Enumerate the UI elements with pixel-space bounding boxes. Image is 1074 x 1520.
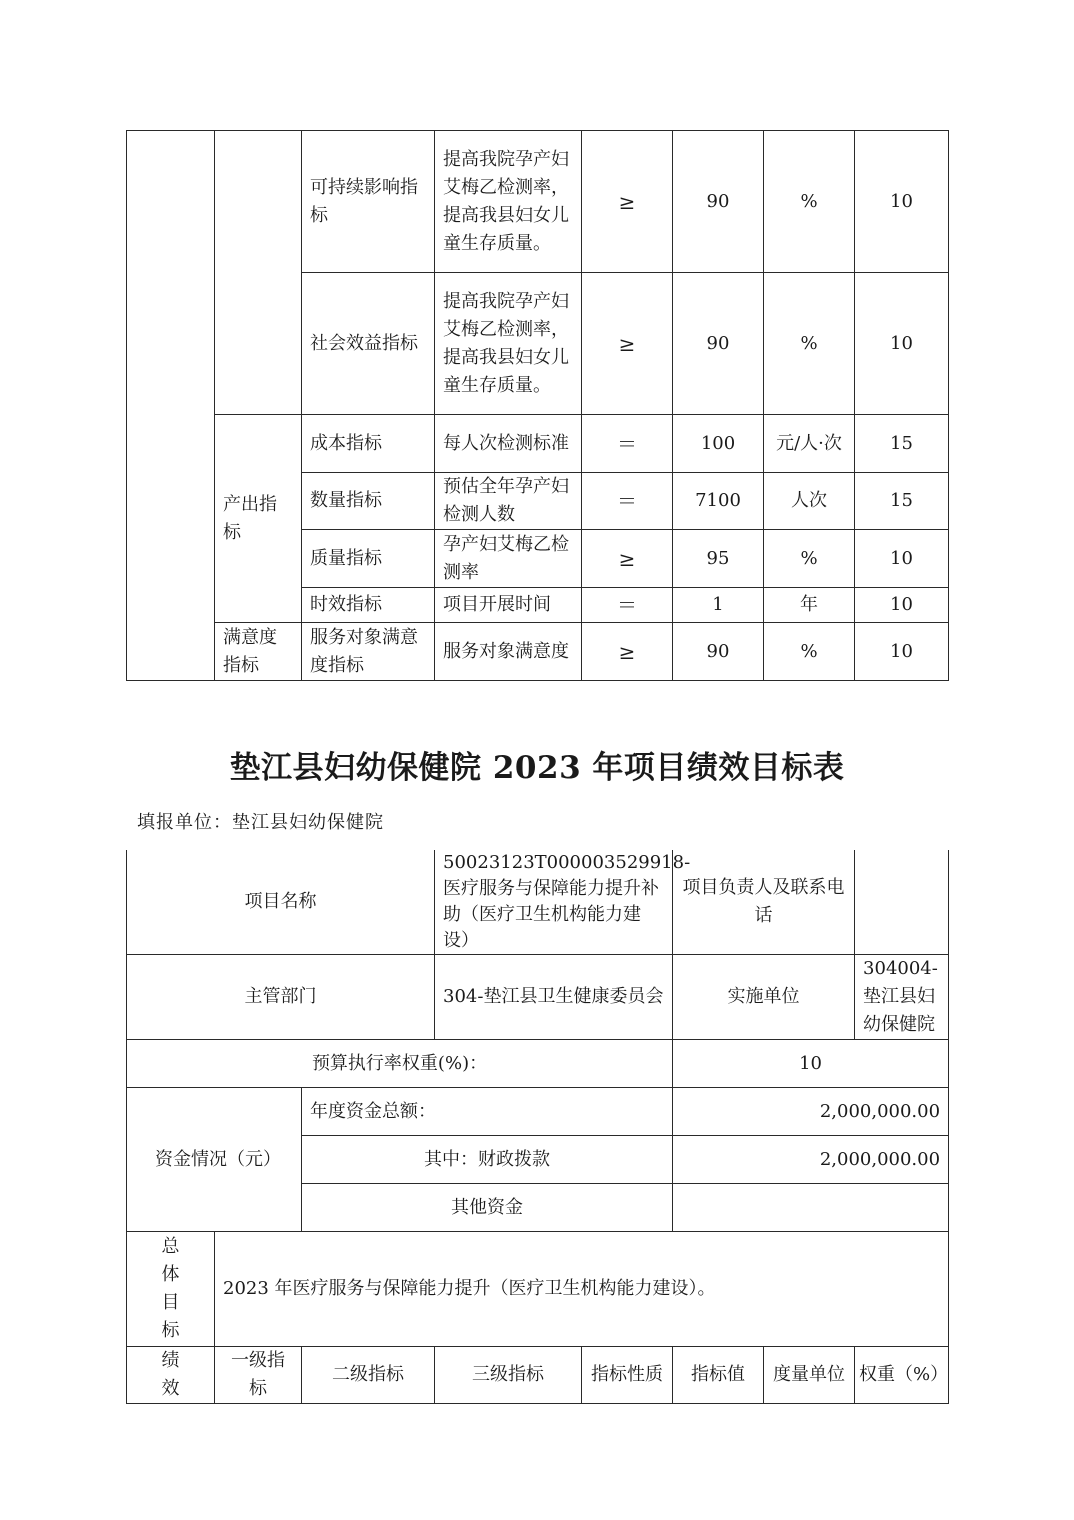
level2-cell: 数量指标	[302, 473, 435, 530]
value-cell: 95	[673, 530, 764, 588]
unit-cell: %	[764, 623, 855, 681]
fund-label-text: 资金情况（元）	[155, 1148, 281, 1170]
budget-rate-value: 10	[673, 1040, 949, 1088]
impl-value: 304004-垫江县妇幼保健院	[855, 955, 949, 1040]
table-row	[127, 1347, 949, 1404]
contact-value	[855, 850, 949, 955]
level3-cell: 服务对象满意度	[435, 623, 582, 681]
goal-label-text: 总体目标	[161, 1236, 180, 1341]
weight-cell: 15	[855, 415, 949, 473]
value-cell: 1	[673, 588, 764, 623]
project-name-value: 50023123T000003529918-医疗服务与保障能力提升补助（医疗卫生机构能力建设）	[435, 850, 673, 955]
value-cell: 90	[673, 623, 764, 681]
nature-cell: ≥	[582, 623, 673, 681]
level2-cell: 可持续影响指标	[302, 131, 435, 273]
level3-cell: 预估全年孕产妇检测人数	[435, 473, 582, 530]
table-row	[127, 415, 949, 473]
page-title: 垫江县妇幼保健院 2023 年项目绩效目标表	[229, 750, 845, 786]
table-row	[127, 850, 949, 955]
contact-label: 项目负责人及联系电话	[673, 850, 855, 955]
other-fund-label: 其他资金	[302, 1184, 673, 1232]
unit-cell: 元/人·次	[764, 415, 855, 473]
finance-fund-value: 2,000,000.00	[673, 1136, 949, 1184]
level1-cell: 满意度指标	[215, 623, 302, 681]
unit-cell: %	[764, 530, 855, 588]
weight-cell: 10	[855, 623, 949, 681]
header-nature: 指标性质	[582, 1347, 673, 1404]
fund-label	[127, 1088, 302, 1232]
level3-cell: 孕产妇艾梅乙检测率	[435, 530, 582, 588]
level2-cell: 社会效益指标	[302, 273, 435, 415]
unit-cell: 人次	[764, 473, 855, 530]
table-row	[127, 1040, 949, 1088]
weight-cell: 10	[855, 588, 949, 623]
level1-blank-cell	[215, 131, 302, 415]
header-level1: 一级指标	[215, 1347, 302, 1404]
goal-value: 2023 年医疗服务与保障能力提升（医疗卫生机构能力建设）。	[215, 1232, 949, 1347]
value-cell: 7100	[673, 473, 764, 530]
header-perf-text: 绩效	[161, 1350, 180, 1399]
table-row	[127, 131, 949, 273]
other-fund-value	[673, 1184, 949, 1232]
level2-cell: 时效指标	[302, 588, 435, 623]
nature-cell: ＝	[582, 588, 673, 623]
unit-cell: %	[764, 131, 855, 273]
nature-cell: ≥	[582, 530, 673, 588]
weight-cell: 10	[855, 273, 949, 415]
nature-cell: ≥	[582, 131, 673, 273]
level3-cell: 提高我院孕产妇艾梅乙检测率，提高我县妇女儿童生存质量。	[435, 273, 582, 415]
value-cell: 100	[673, 415, 764, 473]
level2-cell: 质量指标	[302, 530, 435, 588]
header-unit: 度量单位	[764, 1347, 855, 1404]
level2-cell: 服务对象满意度指标	[302, 623, 435, 681]
finance-fund-label: 其中：财政拨款	[302, 1136, 673, 1184]
header-perf	[127, 1347, 215, 1404]
nature-cell: ≥	[582, 273, 673, 415]
level1-cell: 产出指标	[215, 415, 302, 623]
table-row	[127, 1232, 949, 1347]
budget-rate-label: 预算执行率权重(%)：	[127, 1040, 673, 1088]
annual-fund-value: 2,000,000.00	[673, 1088, 949, 1136]
value-cell: 90	[673, 273, 764, 415]
nature-cell: ＝	[582, 473, 673, 530]
goal-label	[127, 1232, 215, 1347]
level2-cell: 成本指标	[302, 415, 435, 473]
impl-label: 实施单位	[673, 955, 855, 1040]
table-row	[127, 623, 949, 681]
indicator-table-continued	[126, 130, 949, 681]
project-goal-table	[126, 850, 949, 1404]
level3-cell: 项目开展时间	[435, 588, 582, 623]
level3-cell: 提高我院孕产妇艾梅乙检测率，提高我县妇女儿童生存质量。	[435, 131, 582, 273]
header-level2: 二级指标	[302, 1347, 435, 1404]
dept-label: 主管部门	[127, 955, 435, 1040]
table-row	[127, 955, 949, 1040]
project-name-label: 项目名称	[127, 850, 435, 955]
weight-cell: 10	[855, 131, 949, 273]
weight-cell: 15	[855, 473, 949, 530]
fill-unit-label: 填报单位：垫江县妇幼保健院	[137, 812, 384, 833]
unit-cell: 年	[764, 588, 855, 623]
header-level3: 三级指标	[435, 1347, 582, 1404]
weight-cell: 10	[855, 530, 949, 588]
nature-cell: ＝	[582, 415, 673, 473]
value-cell: 90	[673, 131, 764, 273]
level3-cell: 每人次检测标准	[435, 415, 582, 473]
header-value: 指标值	[673, 1347, 764, 1404]
header-weight: 权重（%）	[855, 1347, 949, 1404]
perf-blank-cell	[127, 131, 215, 681]
unit-cell: %	[764, 273, 855, 415]
dept-value: 304-垫江县卫生健康委员会	[435, 955, 673, 1040]
table-row	[127, 1088, 949, 1136]
annual-fund-label: 年度资金总额：	[302, 1088, 673, 1136]
